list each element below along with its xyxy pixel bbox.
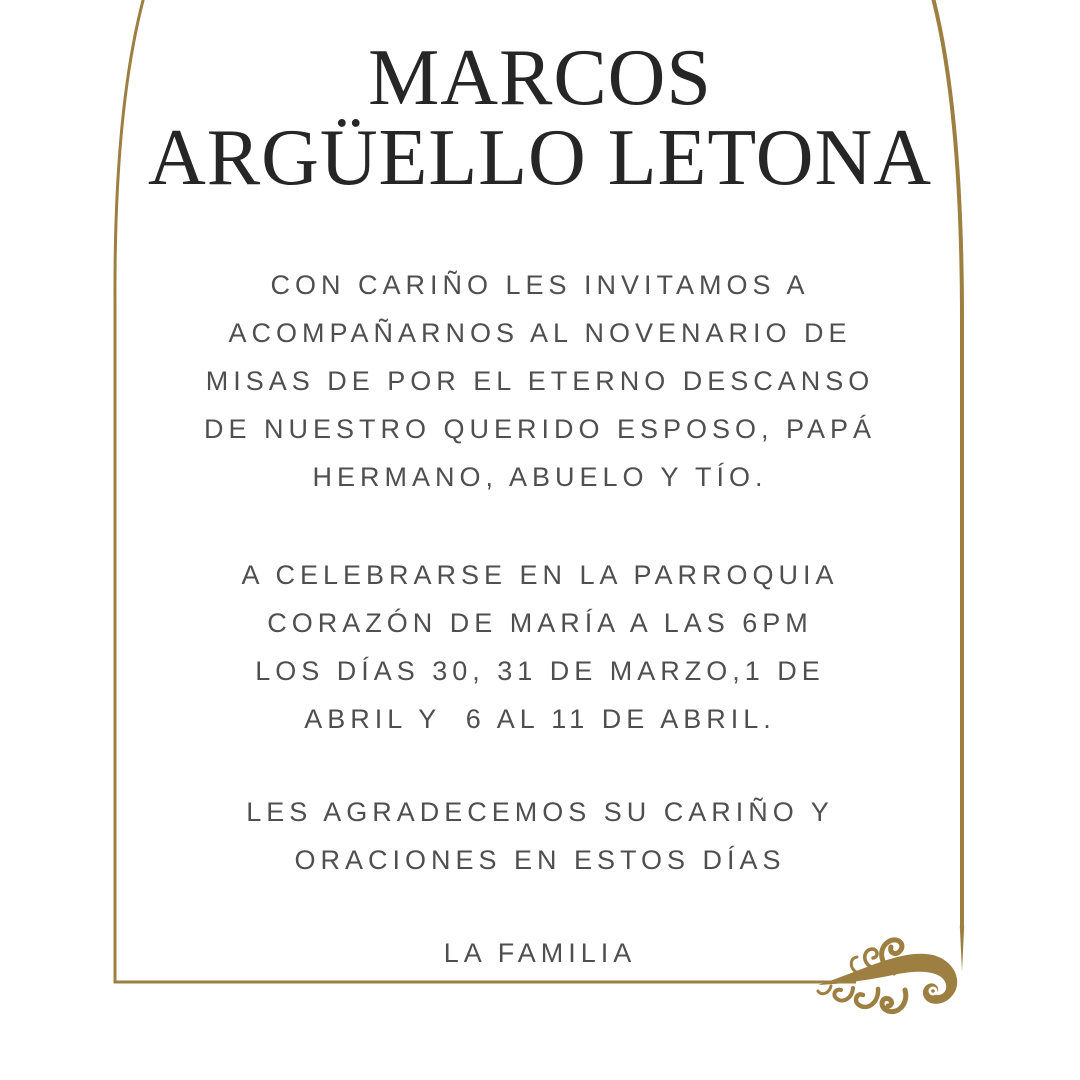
text-line: MISAS DE POR EL ETERNO DESCANSO — [205, 366, 875, 396]
text-line: ABRIL Y 6 AL 11 DE ABRIL. — [304, 704, 776, 734]
signature — [100, 929, 980, 977]
invitation-text — [100, 261, 980, 501]
text-line: LES AGRADECEMOS SU CARIÑO Y — [246, 797, 834, 827]
service-details-text — [100, 551, 980, 743]
text-line: LOS DÍAS 30, 31 DE MARZO,1 DE — [255, 656, 825, 686]
deceased-name — [0, 34, 1080, 202]
text-line: ORACIONES EN ESTOS DÍAS — [294, 845, 786, 875]
text-line: HERMANO, ABUELO Y TÍO. — [312, 462, 768, 492]
text-line: CON CARIÑO LES INVITAMOS A — [270, 270, 810, 300]
deceased-name-line1: MARCOS — [368, 34, 712, 122]
deceased-name-line2: ARGÜELLO LETONA — [148, 114, 932, 202]
gratitude-text — [100, 788, 980, 884]
text-line: CORAZÓN DE MARÍA A LAS 6PM — [267, 608, 813, 638]
text-line: ACOMPAÑARNOS AL NOVENARIO DE — [228, 318, 852, 348]
text-line: DE NUESTRO QUERIDO ESPOSO, PAPÁ — [204, 414, 876, 444]
text-line: A CELEBRARSE EN LA PARROQUIA — [241, 560, 839, 590]
signature-line: LA FAMILIA — [443, 938, 637, 968]
